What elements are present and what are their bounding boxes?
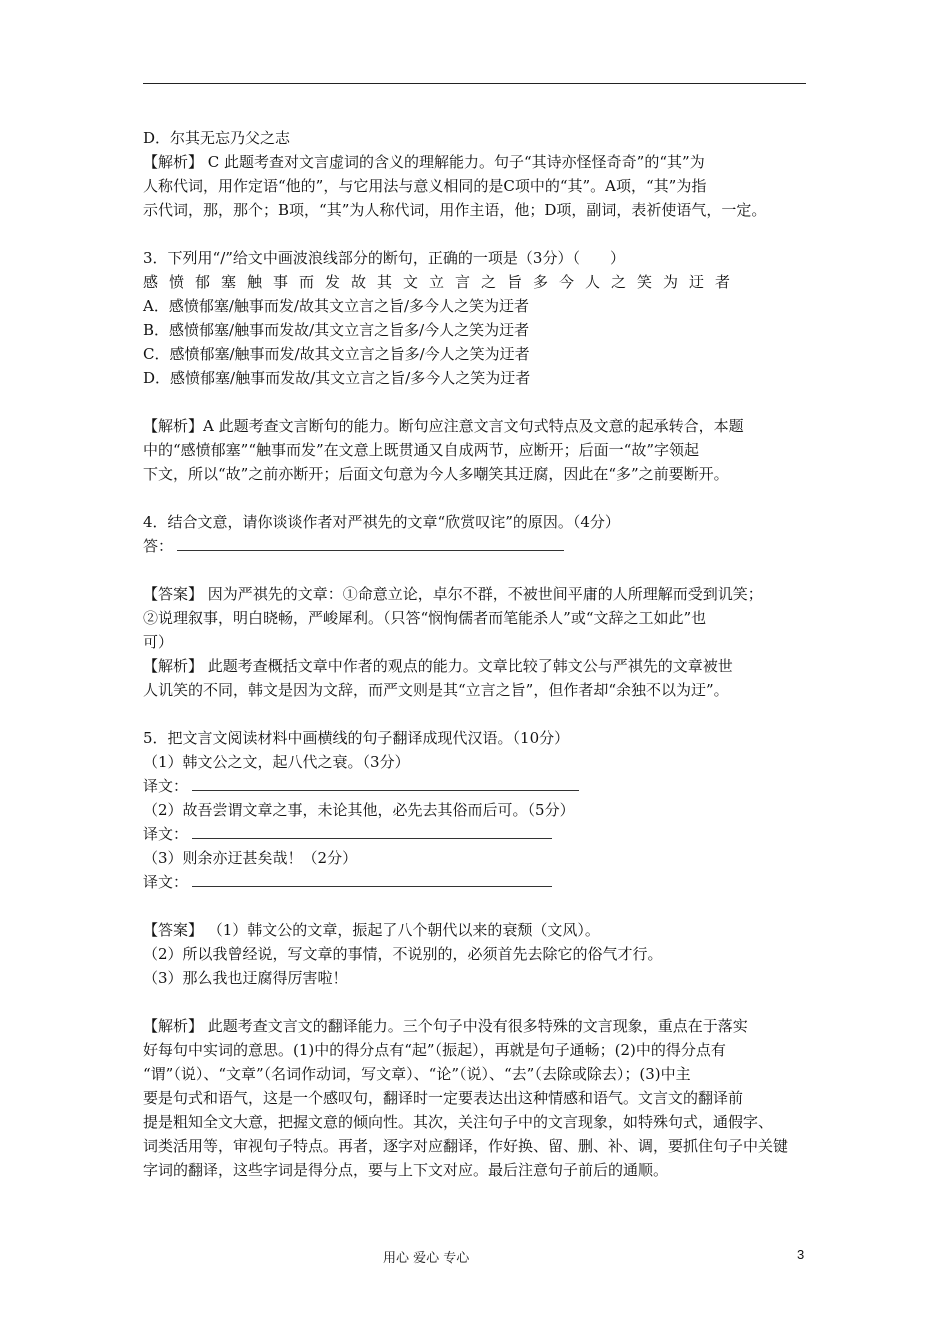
q4-question: 4．结合文意，请你谈谈作者对严祺先的文章“欣赏叹诧”的原因。（4分） bbox=[143, 513, 620, 531]
q3-option-a: A．感愤郁塞/触事而发/故其文立言之旨/多今人之笑为迂者 bbox=[143, 297, 529, 315]
q5-item-3: （3）则余亦迂甚矣哉！（2分） bbox=[143, 849, 358, 867]
q4-analysis-line: 人讥笑的不同，韩文是因为文辞，而严文则是其“立言之旨”，但作者却“余独不以为迂”。 bbox=[143, 681, 729, 699]
q5-translation-field-3: 译文： bbox=[143, 870, 813, 894]
q3-analysis-line: 【解析】A 此题考查文言断句的能力。断句应注意文言文句式特点及文意的起承转合，本题 bbox=[143, 417, 744, 435]
q3-question: 3．下列用“/”给文中画波浪线部分的断句，正确的一项是（3分）（ ） bbox=[143, 249, 625, 267]
q3-analysis-line: 中的“感愤郁塞”“触事而发”在文意上既贯通又自成两节，应断开；后面一“故”字领起 bbox=[143, 441, 700, 459]
q4-answer-line: 可） bbox=[143, 633, 174, 651]
q3-option-b: B．感愤郁塞/触事而发故/其文立言之旨多/今人之笑为迂者 bbox=[143, 321, 530, 339]
q3-analysis-line: 下文，所以“故”之前亦断开；后面文句意为今人多嘲笑其迂腐，因此在“多”之前要断开。 bbox=[143, 465, 729, 483]
q2-analysis-line: 【解析】 C 此题考查对文言虚词的含义的理解能力。句子“其诗亦怪怪奇奇”的“其”为 bbox=[143, 153, 705, 171]
q2-analysis-line: 示代词，那，那个；B项，“其”为人称代词，用作主语，他；D项，副词，表祈使语气，一定。 bbox=[143, 201, 767, 219]
q5-analysis-line: 【解析】 此题考查文言文的翻译能力。三个句子中没有很多特殊的文言现象，重点在于落实 bbox=[143, 1017, 748, 1035]
q2-analysis-line: 人称代词，用作定语“他的”，与它用法与意义相同的是C项中的“其”。A项，“其”为指 bbox=[143, 177, 707, 195]
q5-analysis-line: 字词的翻译，这些字词是得分点，要与上下文对应。最后注意句子前后的通顺。 bbox=[143, 1161, 669, 1179]
q5-answer-line: 【答案】 （1）韩文公的文章，振起了八个朝代以来的衰颓（文风）。 bbox=[143, 921, 600, 939]
q5-translation-blank-3[interactable] bbox=[192, 872, 552, 887]
q4-answer-line: ②说理叙事，明白晓畅，严峻犀利。（只答“悯恂儒者而笔能杀人”或“文辞之工如此”也 bbox=[143, 609, 707, 627]
q5-translation-blank-1[interactable] bbox=[192, 776, 579, 791]
q4-answer-line: 【答案】 因为严祺先的文章：①命意立论，卓尔不群，不被世间平庸的人所理解而受到讥笑； bbox=[143, 585, 763, 603]
q3-stem: 感愤郁塞触事而发故其文立言之旨多今人之笑为迂者 bbox=[143, 273, 742, 291]
q5-analysis-line: 词类活用等，审视句子特点。再者，逐字对应翻译，作好换、留、删、补、调，要抓住句子中关键 bbox=[143, 1137, 789, 1155]
q5-item-2: （2）故吾尝谓文章之事，未论其他，必先去其俗而后可。（5分） bbox=[143, 801, 575, 819]
q3-option-d: D．感愤郁塞/触事而发故/其文立言之旨/多今人之笑为迂者 bbox=[143, 369, 531, 387]
q3-option-c: C．感愤郁塞/触事而发/故其文立言之旨多/今人之笑为迂者 bbox=[143, 345, 530, 363]
q5-translation-blank-2[interactable] bbox=[192, 824, 552, 839]
q5-translation-field-2: 译文： bbox=[143, 822, 813, 846]
page-number: 3 bbox=[797, 1247, 805, 1262]
q2-option-d: D．尔其无忘乃父之志 bbox=[143, 129, 291, 147]
q4-answer-blank[interactable] bbox=[177, 536, 564, 551]
q5-item-1: （1）韩文公之文，起八代之衰。（3分） bbox=[143, 753, 410, 771]
q4-answer-field: 答： bbox=[143, 534, 813, 558]
content bbox=[143, 126, 813, 1182]
q5-answer-line: （2）所以我曾经说，写文章的事情，不说别的，必须首先去除它的俗气才行。 bbox=[143, 945, 663, 963]
q5-translation-field-1: 译文： bbox=[143, 774, 813, 798]
q5-analysis-line: 好每句中实词的意思。(1)中的得分点有“起”（振起），再就是句子通畅；(2)中的得分点有 bbox=[143, 1041, 726, 1059]
footer-slogan: 用心 爱心 专心 bbox=[383, 1251, 470, 1266]
q5-answer-line: （3）那么我也迂腐得厉害啦！ bbox=[143, 969, 348, 987]
header-rule bbox=[143, 83, 806, 84]
q5-analysis-line: “谓”（说）、“文章”（名词作动词，写文章）、“论”（说）、“去”（去除或除去）；(3)中主 bbox=[143, 1065, 691, 1083]
q5-analysis-line: 要是句式和语气，这是一个感叹句，翻译时一定要表达出这种情感和语气。文言文的翻译前 bbox=[143, 1089, 744, 1107]
q5-analysis-line: 提是粗知全文大意，把握文意的倾向性。其次，关注句子中的文言现象，如特殊句式，通假字、 bbox=[143, 1113, 774, 1131]
q5-question: 5．把文言文阅读材料中画横线的句子翻译成现代汉语。（10分） bbox=[143, 729, 570, 747]
q4-analysis-line: 【解析】 此题考查概括文章中作者的观点的能力。文章比较了韩文公与严祺先的文章被世 bbox=[143, 657, 733, 675]
